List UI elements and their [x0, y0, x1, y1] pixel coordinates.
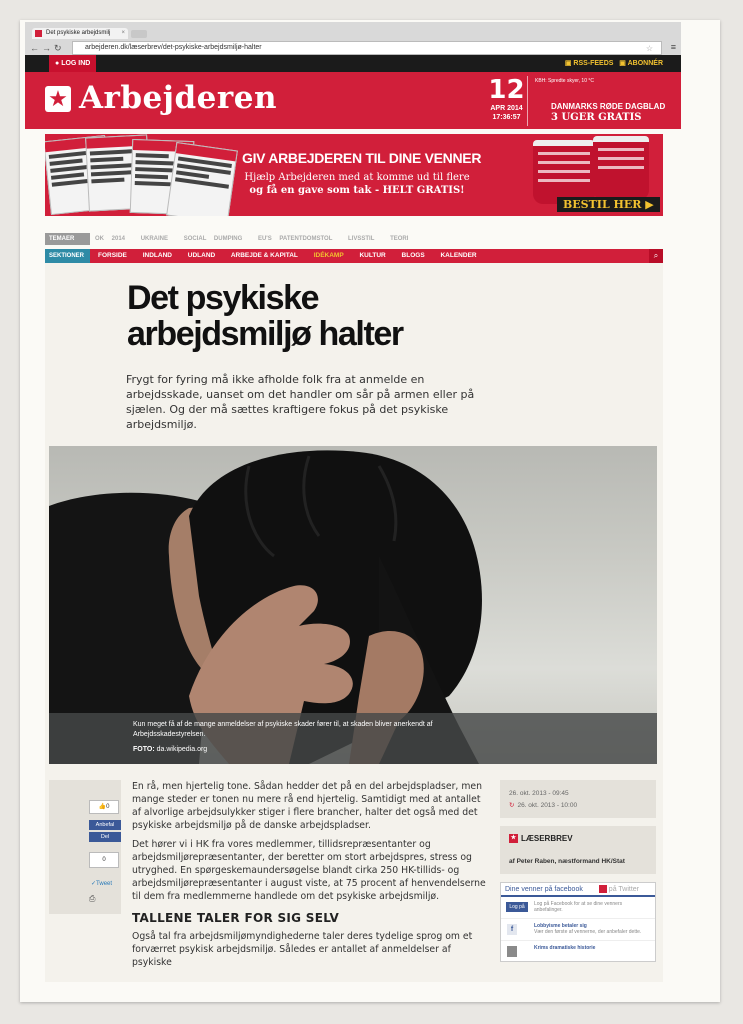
user-icon: ● [55, 60, 62, 67]
login-button[interactable]: ● LOG IND [49, 55, 96, 72]
updated-icon: ↻ [509, 802, 515, 809]
mug-image [533, 140, 595, 204]
article-lead: Frygt for fyring må ikke afholde folk fra at anmelde en arbejdsskade, uanset om det handler om sår på armen eller på sjælen. Og der må sættes kraftigere fokus på det psykiske arbejdsmiljø. [126, 373, 475, 431]
site-logo[interactable]: Arbejderen [79, 80, 277, 116]
star-icon: ★ [510, 835, 517, 842]
star-logo-icon[interactable]: ★ [45, 86, 71, 112]
theme-link[interactable]: OK 2014 [95, 236, 126, 242]
top-links [565, 55, 663, 72]
forward-icon[interactable]: → [42, 43, 54, 53]
nav-forside[interactable]: FORSIDE [98, 252, 127, 259]
date-time: 17:36:57 [492, 114, 521, 121]
like-count: 👍0 [89, 800, 119, 814]
theme-link[interactable]: UKRAINE [140, 236, 169, 242]
widget-row [501, 941, 655, 962]
thumbnail-icon [507, 946, 517, 957]
tweet-count: 0 [89, 852, 119, 868]
dates-box [500, 780, 656, 818]
nav-udland[interactable]: UDLAND [187, 252, 216, 259]
mug-image-2 [593, 136, 649, 200]
subscribe-link[interactable]: ABONNÉR [627, 60, 663, 67]
fb-share-button[interactable]: Del [89, 832, 121, 842]
newspapers-image [47, 134, 237, 216]
fb-recommend-button[interactable]: Anbefal [89, 820, 121, 830]
address-bar[interactable] [72, 41, 662, 55]
banner-title: GIV ARBEJDEREN TIL DINE VENNER [242, 150, 482, 166]
photo-credit: FOTO: da.wikipedia.org [133, 746, 208, 753]
theme-link[interactable]: LIVSSTIL [348, 236, 375, 242]
promo-line1[interactable]: DANMARKS RØDE DAGBLAD [551, 102, 666, 111]
rss-icon: ▣ [564, 60, 574, 67]
twitter-bird-icon: ✓ [91, 881, 97, 887]
tab-twitter[interactable]: på Twitter [599, 886, 639, 893]
article-headline: Det psykiske arbejdsmiljø halter [127, 279, 403, 353]
date-month: APR 2014 [490, 105, 523, 112]
fb-login-text: Log på Facebook for at se dine venners anbefalinger. [534, 901, 623, 913]
browser-tab[interactable] [32, 28, 128, 39]
paragraph: Også tal fra arbejdsmiljømyndighederne taler deres tydelige sprog om et forværret psykisk arbejdsmiljø. Således er antallet af anmeldelser af psykiske [132, 931, 473, 968]
bookmark-star-icon[interactable]: ☆ [645, 44, 653, 53]
category-label: ★ LÆSERBREV [510, 834, 573, 843]
published-date: 26. okt. 2013 - 09:45 [509, 790, 569, 797]
favicon-icon [35, 30, 42, 37]
nav-blogs[interactable]: BLOGS [401, 252, 425, 259]
tweet-button[interactable]: ✓Tweet [91, 881, 113, 887]
rss-link[interactable]: RSS-FEEDS [573, 60, 614, 67]
nav-kalender[interactable]: KALENDER [440, 252, 477, 259]
photo-caption: Kun meget få af de mange anmeldelser af psykiske skader fører til, at skaden bliver anerkendt af Arbejdsskadestyrelsen. [133, 721, 433, 738]
star-icon [599, 885, 607, 893]
browser-menu-icon[interactable]: ≡ [670, 42, 676, 52]
print-icon[interactable]: ⎙ [89, 894, 96, 903]
url-text: arbejderen.dk/læserbrev/det-psykiske-arbejdsmiljø-halter [85, 44, 262, 51]
order-button[interactable]: BESTIL HER ▶ [557, 197, 660, 212]
widget-row: f Lobbyisme betaler sig Vær den første af vennerne, der anbefaler dette. [501, 919, 655, 941]
nav-arbejde-kapital[interactable]: ARBEJDE & KAPITAL [230, 252, 298, 259]
banner-subtitle: Hjælp Arbejderen med at komme ud til flere og få en gave som tak - HELT GRATIS! [244, 172, 470, 196]
paragraph: Det hører vi i HK fra vores medlemmer, tillidsrepræsentanter og arbejdsmiljørepræsentanter, der beretter om stort arbejdspres, stress og utryghed. En spørgeskemaundersøgelse blandt cirka 250 HK-tillids- og arbejdsmiljørepræsentanter i august viste, at 75 procent af henvendelserne til dem fra medlemmerne handlede om det psykiske arbejdsmiljø. [132, 839, 486, 902]
themes-bar [45, 233, 663, 245]
theme-link[interactable]: TEORI [390, 236, 409, 242]
nav-idekamp[interactable]: IDÉKAMP [313, 252, 344, 259]
promo-banner[interactable] [45, 134, 663, 216]
nav-buttons [30, 43, 65, 54]
reload-icon[interactable]: ↻ [54, 43, 65, 53]
subscribe-icon: ▣ [619, 60, 628, 67]
arrow-right-icon: ▶ [645, 198, 654, 211]
new-tab-button[interactable] [131, 30, 147, 38]
theme-link[interactable]: SOCIAL DUMPING [183, 236, 243, 242]
fb-login-button[interactable]: Log på [506, 902, 528, 912]
close-tab-icon[interactable]: × [121, 30, 125, 36]
facebook-widget [500, 882, 656, 962]
masthead [25, 72, 681, 129]
top-bar [25, 55, 681, 72]
article-body [132, 780, 486, 975]
story-link[interactable]: Krims dramatiske historie [534, 945, 596, 951]
tab-title: Det psykiske arbejdsmilj [46, 30, 111, 36]
article-photo[interactable] [49, 446, 657, 764]
nav-kultur[interactable]: KULTUR [359, 252, 386, 259]
date-box [486, 76, 528, 126]
author-line: af Peter Raben, næstformand HK/Stat [509, 858, 625, 865]
tab-facebook[interactable]: Dine venner på facebook [505, 886, 583, 893]
category-box [500, 826, 656, 874]
facebook-icon: f [507, 924, 517, 935]
weather-text: KBH: Spredte skyer, 10 °C [535, 78, 594, 84]
sections-nav [45, 249, 663, 263]
thumbs-up-icon: 👍 [98, 804, 107, 810]
search-icon[interactable]: ⌕ [649, 249, 663, 263]
back-icon[interactable]: ← [30, 43, 42, 53]
widget-tabs [501, 883, 655, 897]
updated-date: 26. okt. 2013 - 10:00 [517, 802, 578, 809]
paragraph: En rå, men hjertelig tone. Sådan hedder det på en del arbejdspladser, men mange steder er tonen nu mere rå end hjertelig. Samtidigt med at antallet af alvorlige arbejdsulykker stiger i flere brancher, halter det også med det psykiske arbejdsmiljø på de danske arbejdspladser. [132, 781, 483, 831]
theme-link[interactable]: EU'S PATENTDOMSTOL [257, 236, 333, 242]
themes-label: TEMAER [45, 233, 90, 245]
story-link[interactable]: Lobbyisme betaler sig [534, 923, 587, 929]
sections-label: SEKTIONER [45, 249, 90, 263]
section-subhead: TALLENE TALER FOR SIG SELV [132, 911, 340, 925]
date-day: 12 [488, 75, 525, 105]
nav-indland[interactable]: INDLAND [142, 252, 172, 259]
promo-line2[interactable]: 3 UGER GRATIS [551, 112, 642, 123]
widget-row [501, 897, 655, 919]
